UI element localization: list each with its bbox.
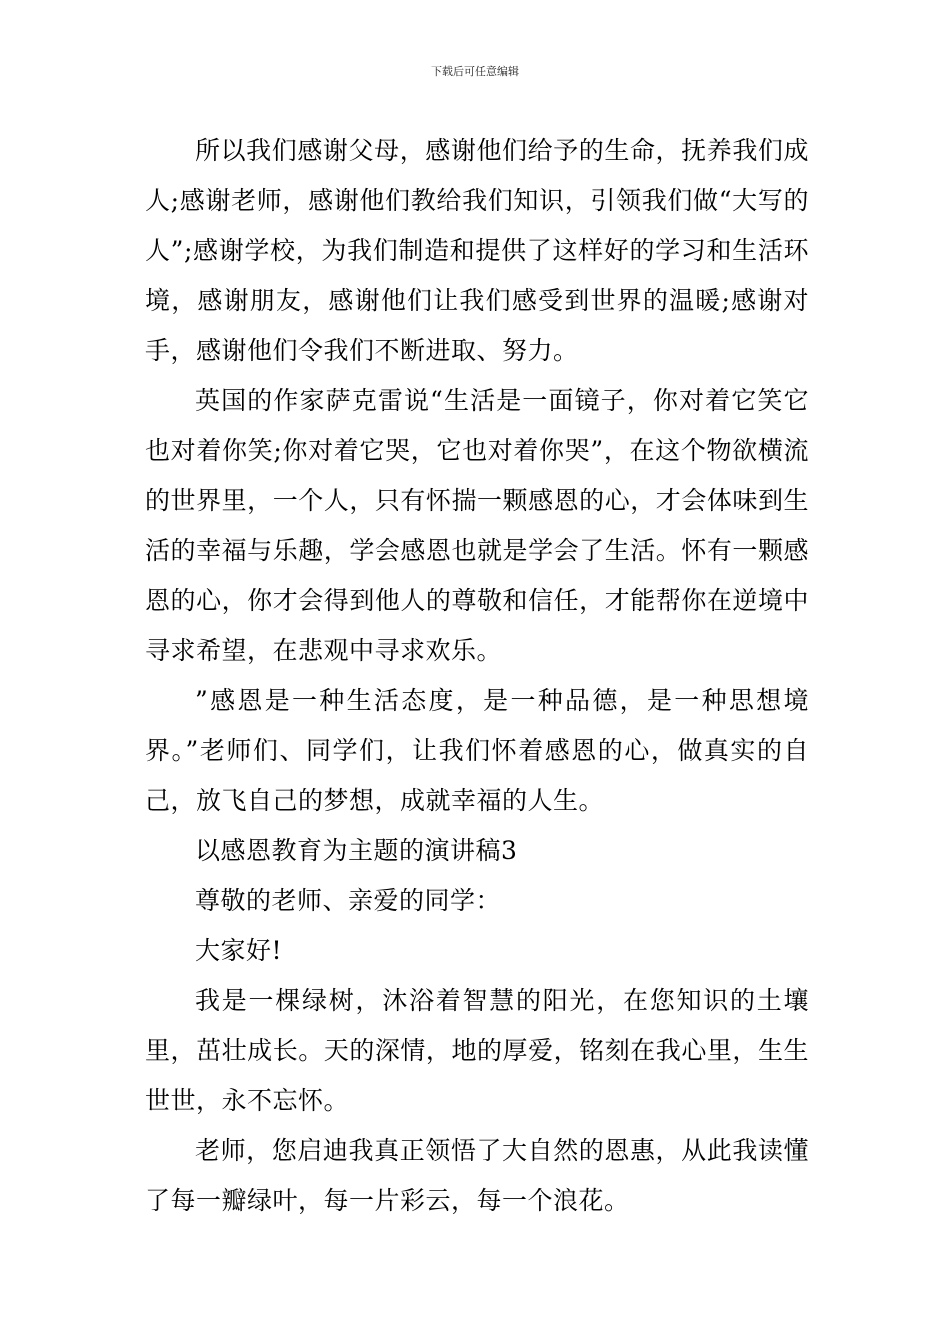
paragraph-thackeray-quote: 英国的作家萨克雷说“生活是一面镜子，你对着它笑它也对着你笑;你对着它哭，它也对着你哭”，在这个物欲横流的世界里，一个人，只有怀揣一颗感恩的心，才会体味到生活的幸福与乐趣，学会感恩也就是学会了生活。怀有一颗感恩的心，你才会得到他人的尊敬和信任，才能帮你在逆境中寻求希望，在悲观中寻求欢乐。 [145,386,809,665]
salutation: 尊敬的老师、亲爱的同学： [195,886,502,915]
page-header: 下载后可任意编辑 [431,65,519,78]
greeting: 大家好! [195,936,283,965]
document-body [145,126,809,1226]
paragraph-teacher: 老师，您启迪我真正领悟了大自然的恩惠，从此我读懂了每一瓣绿叶，每一片彩云，每一个浪花。 [145,1136,809,1215]
paragraph-green-tree: 我是一棵绿树，沐浴着智慧的阳光，在您知识的土壤里，茁壮成长。天的深情，地的厚爱，铭刻在我心里，生生世世，永不忘怀。 [145,986,809,1115]
speech-title: 以感恩教育为主题的演讲稿3 [195,836,518,865]
paragraph-attitude: ”感恩是一种生活态度，是一种品德，是一种思想境界。”老师们、同学们，让我们怀着感恩的心，做真实的自己，放飞自己的梦想，成就幸福的人生。 [145,686,809,815]
paragraph-gratitude: 所以我们感谢父母，感谢他们给予的生命，抚养我们成人;感谢老师，感谢他们教给我们知识，引领我们做“大写的人”;感谢学校，为我们制造和提供了这样好的学习和生活环境，感谢朋友，感谢他们让我们感受到世界的温暖;感谢对手，感谢他们令我们不断进取、努力。 [145,136,809,365]
